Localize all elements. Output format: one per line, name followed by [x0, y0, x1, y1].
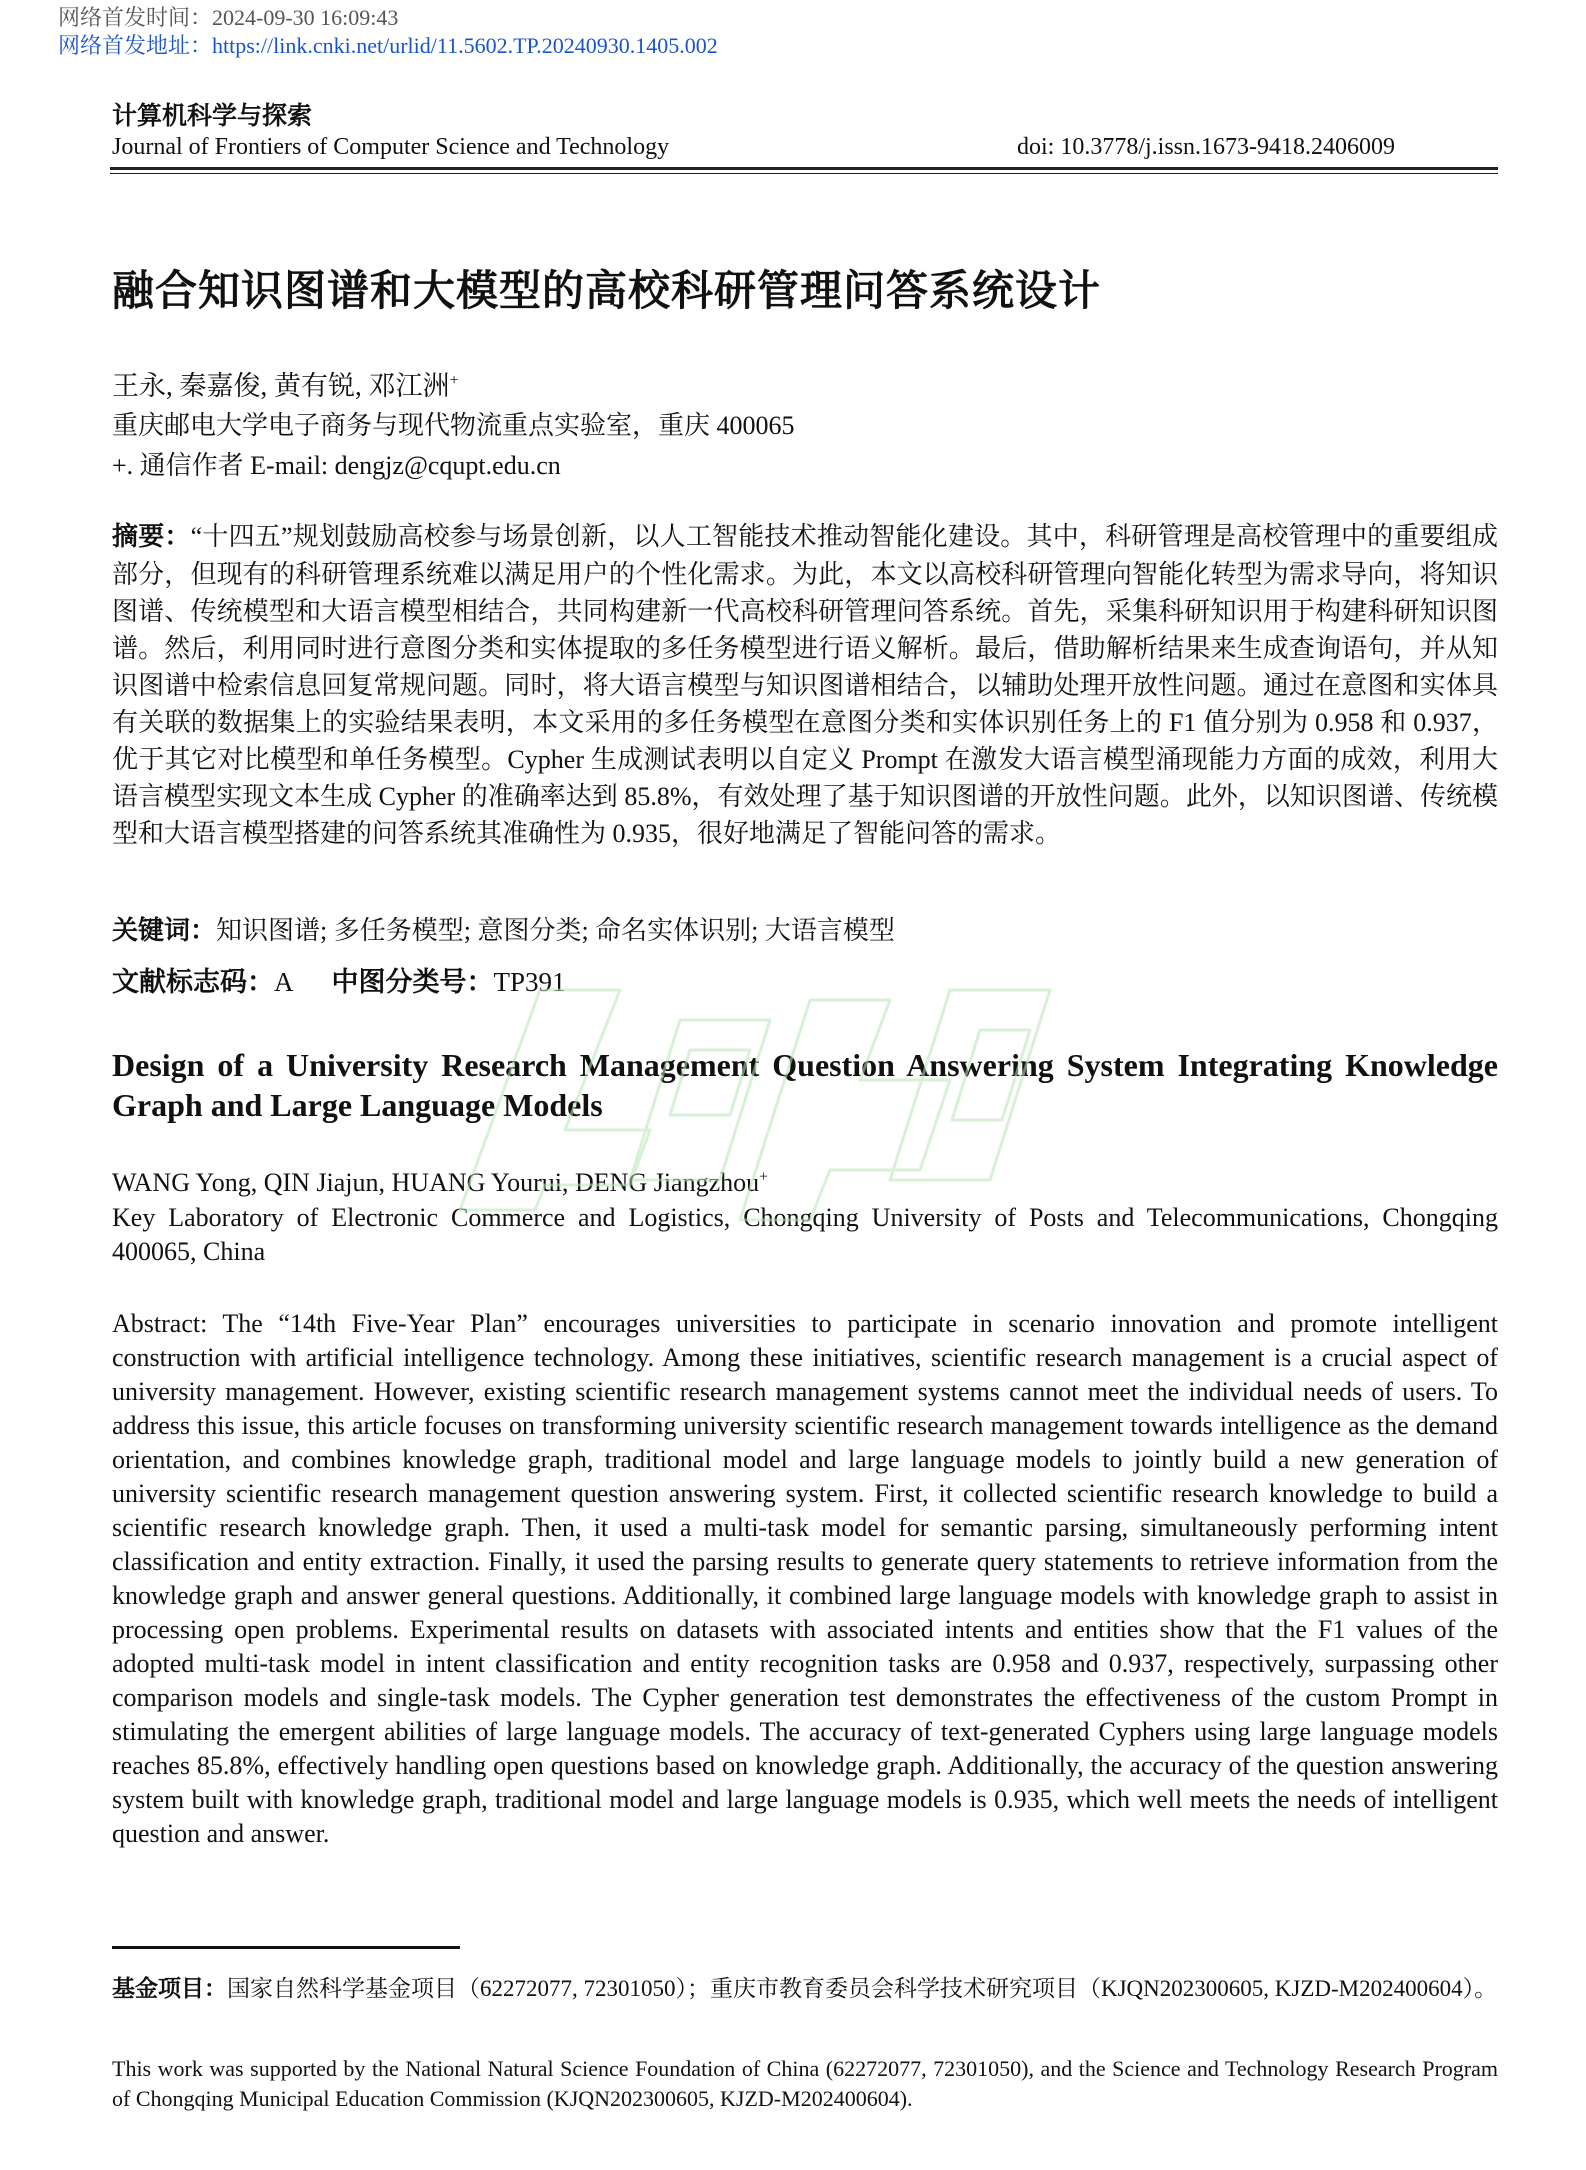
- header-rule-thick: [110, 167, 1498, 170]
- header-rule-thin: [110, 173, 1498, 174]
- affiliation-en: Key Laboratory of Electronic Commerce and Logistics, Chongqing University of Posts and Telecommunications, Chongqing 400065, China: [112, 1203, 1498, 1266]
- funding-en: This work was supported by the National Natural Science Foundation of China (62272077, 72301050), and the Science and Technology Research Program of Chongqing Municipal Education Commission (KJQN202300605, KJZD-M202400604).: [112, 2056, 1498, 2111]
- paper-title-cn: 融合知识图谱和大模型的高校科研管理问答系统设计: [112, 266, 1102, 315]
- abstract-en-text: The “14th Five-Year Plan” encourages universities to participate in scenario innovation and promote intelligent construction with artificial intelligence technology. Among these initiatives, scientific research management is a crucial aspect of university management. However, existing scientific research management systems cannot meet the individual needs of users. To address this issue, this article focuses on transforming university scientific research management towards intelligence as the demand orientation, and combines knowledge graph, traditional model and large language models to jointly build a new generation of university scientific research management question answering system. First, it collected scientific research knowledge to build a scientific research knowledge graph. Then, it used a multi-task model for semantic parsing, simultaneously performing intent classification and entity extraction. Finally, it used the parsing results to generate query statements to retrieve information from the knowledge graph and answer general questions. Additionally, it combined large language models with knowledge graph to assist in processing open problems. Experimental results on datasets with associated intents and entities show that the F1 values of the adopted multi-task model in intent classification and entity recognition tasks are 0.958 and 0.937, respectively, surpassing other comparison models and single-task models. The Cypher generation test demonstrates the effectiveness of the custom Prompt in stimulating the emergent abilities of large language models. The accuracy of text-generated Cyphers using large language models reaches 85.8%, effectively handling open questions based on knowledge graph. Additionally, the accuracy of the question answering system built with knowledge graph, traditional model and large language models is 0.935, which well meets the needs of intelligent question and answer.: [112, 1309, 1498, 1848]
- document-codes: [112, 960, 566, 999]
- author-list-en: WANG Yong, QIN Jiajun, HUANG Yourui, DENG Jiangzhou: [112, 1168, 760, 1197]
- doi: doi: 10.3778/j.issn.1673-9418.2406009: [1016, 134, 1395, 160]
- affiliation-cn: 重庆邮电大学电子商务与现代物流重点实验室，重庆 400065: [112, 411, 795, 440]
- online-publish-url[interactable]: [58, 32, 718, 60]
- keywords-cn-label: 关键词：: [112, 916, 217, 946]
- doc-code-label: 文献标志码：: [112, 967, 274, 998]
- funding-cn-label: 基金项目：: [112, 1976, 227, 2002]
- doc-code-value: A: [274, 967, 294, 997]
- abstract-cn-label: 摘要：: [112, 522, 191, 552]
- keywords-cn-text: 知识图谱; 多任务模型; 意图分类; 命名实体识别; 大语言模型: [216, 916, 895, 945]
- journal-name-en: Journal of Frontiers of Computer Science and Technology: [112, 134, 670, 160]
- corresponding-mark-en: +: [759, 1168, 768, 1186]
- abstract-cn: [112, 518, 1498, 852]
- online-time-label: 网络首发时间：: [58, 5, 213, 30]
- abstract-en: [112, 1307, 1498, 1851]
- corresponding-mark: +: [449, 371, 459, 389]
- authors-cn: [112, 364, 459, 403]
- online-url-link[interactable]: https://link.cnki.net/urlid/11.5602.TP.20240930.1405.002: [212, 33, 718, 58]
- online-publish-time: [58, 4, 718, 32]
- funding-cn-text: 国家自然科学基金项目（62272077, 72301050）；重庆市教育委员会科学技术研究项目（KJQN202300605, KJZD-M202400604）。: [227, 1976, 1498, 2001]
- funding-cn: [112, 1972, 1498, 2006]
- keywords-cn: [112, 910, 895, 947]
- clc-code-label: 中图分类号：: [331, 967, 494, 998]
- clc-code-value: TP391: [493, 967, 566, 997]
- journal-name-cn: 计算机科学与探索: [112, 101, 313, 130]
- online-publication-meta: [58, 4, 718, 60]
- abstract-en-label: Abstract:: [112, 1309, 208, 1338]
- online-time-value: 2024-09-30 16:09:43: [212, 5, 399, 30]
- author-list-cn: 王永, 秦嘉俊, 黄有锐, 邓江洲: [112, 371, 450, 401]
- online-url-label: 网络首发地址：: [58, 33, 213, 58]
- abstract-cn-text: “十四五”规划鼓励高校参与场景创新，以人工智能技术推动智能化建设。其中，科研管理是高校管理中的重要组成部分，但现有的科研管理系统难以满足用户的个性化需求。为此，本文以高校科研管理向智能化转型为需求导向，将知识图谱、传统模型和大语言模型相结合，共同构建新一代高校科研管理问答系统。首先，采集科研知识用于构建科研知识图谱。然后，利用同时进行意图分类和实体提取的多任务模型进行语义解析。最后，借助解析结果来生成查询语句，并从知识图谱中检索信息回复常规问题。同时，将大语言模型与知识图谱相结合，以辅助处理开放性问题。通过在意图和实体具有关联的数据集上的实验结果表明，本文采用的多任务模型在意图分类和实体识别任务上的 F1 值分别为 0.958 和 0.937，优于其它对比模型和单任务模型。Cypher 生成测试表明以自定义 Prompt 在激发大语言模型涌现能力方面的成效，利用大语言模型实现文本生成 Cypher 的准确率达到 85.8%，有效处理了基于知识图谱的开放性问题。此外，以知识图谱、传统模型和大语言模型搭建的问答系统其准确性为 0.935，很好地满足了智能问答的需求。: [112, 522, 1498, 848]
- footnote-rule: [112, 1946, 460, 1949]
- authors-en: [112, 1168, 768, 1198]
- paper-title-en: Design of a University Research Management Question Answering System Integrating Knowledge Graph and Large Language Models: [112, 1047, 1498, 1123]
- correspondence-cn: +. 通信作者 E-mail: dengjz@cqupt.edu.cn: [112, 451, 561, 480]
